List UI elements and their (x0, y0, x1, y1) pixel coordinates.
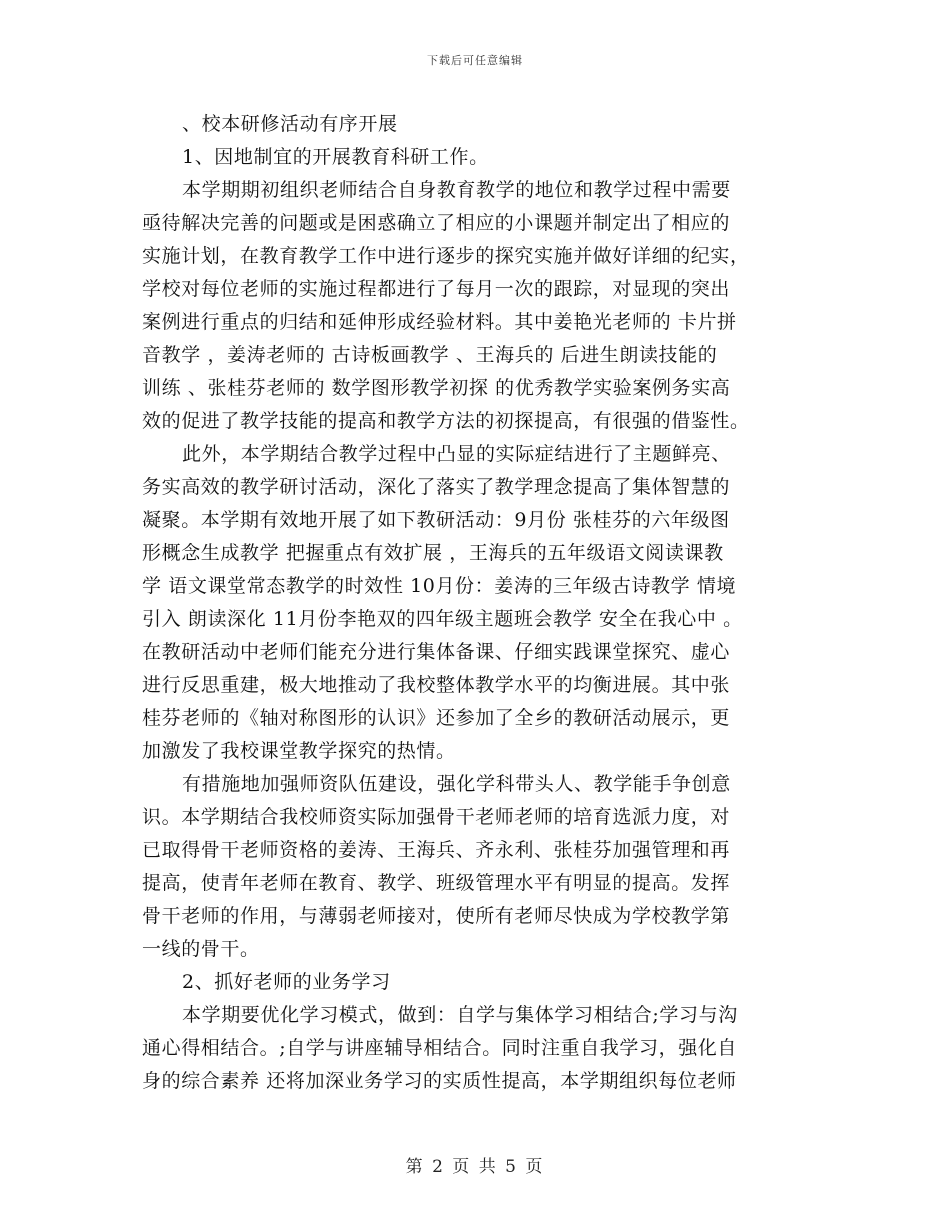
paragraph-line: 音教学 ，姜涛老师的 古诗板画教学 、王海兵的 后进生朗读技能的 (142, 344, 718, 366)
paragraph-line: 学 语文课堂常态教学的时效性 10月份：姜涛的三年级古诗教学 情境 (142, 575, 737, 597)
paragraph-line: 效的促进了教学技能的提高和教学方法的初探提高，有很强的借鉴性。 (142, 410, 750, 432)
subsection-heading: 1、因地制宜的开展教育科研工作。 (182, 146, 489, 168)
paragraph-line: 案例进行重点的归结和延伸形成经验材料。其中姜艳光老师的 卡片拼 (142, 311, 737, 333)
paragraph-line: 有措施地加强师资队伍建设，强化学科带头人、教学能手争创意 (182, 773, 731, 795)
page-number-footer: 第 2 页 共 5 页 (405, 1157, 545, 1177)
paragraph-line: 本学期期初组织老师结合自身教育教学的地位和教学过程中需要 (182, 179, 731, 201)
paragraph-line: 形概念生成教学 把握重点有效扩展 ，王海兵的五年级语文阅读课教 (142, 542, 724, 564)
paragraph-line: 桂芬老师的《轴对称图形的认识》还参加了全乡的教研活动展示，更 (142, 707, 731, 729)
paragraph-line: 训练 、张桂芬老师的 数学图形教学初探 的优秀教学实验案例务实高 (142, 377, 731, 399)
page-header-note: 下载后可任意编辑 (427, 54, 523, 67)
paragraph-line: 亟待解决完善的问题或是困惑确立了相应的小课题并制定出了相应的 (142, 212, 731, 234)
document-body (142, 108, 810, 1098)
paragraph-line: 骨干老师的作用，与薄弱老师接对，使所有老师尽快成为学校教学第 (142, 905, 731, 927)
paragraph-line: 身的综合素养 还将加深业务学习的实质性提高，本学期组织每位老师 (142, 1070, 737, 1092)
paragraph-line: 提高，使青年老师在教育、教学、班级管理水平有明显的提高。发挥 (142, 872, 731, 894)
paragraph-line: 实施计划，在教育教学工作中进行逐步的探究实施并做好详细的纪实， (142, 245, 750, 267)
paragraph-line: 在教研活动中老师们能充分进行集体备课、仔细实践课堂探究、虚心 (142, 641, 731, 663)
paragraph-line: 识。本学期结合我校师资实际加强骨干老师老师的培育选派力度，对 (142, 806, 731, 828)
paragraph-line: 加激发了我校课堂教学探究的热情。 (142, 740, 456, 762)
paragraph-line: 凝聚。本学期有效地开展了如下教研活动：9月份 张桂芬的六年级图 (142, 509, 730, 531)
subsection-heading: 2、抓好老师的业务学习 (182, 971, 391, 993)
paragraph-line: 通心得相结合。;自学与讲座辅导相结合。同时注重自我学习，强化自 (142, 1037, 738, 1059)
paragraph-line: 进行反思重建，极大地推动了我校整体教学水平的均衡进展。其中张 (142, 674, 731, 696)
paragraph-line: 学校对每位老师的实施过程都进行了每月一次的跟踪，对显现的突出 (142, 278, 731, 300)
paragraph-line: 本学期要优化学习模式，做到：自学与集体学习相结合;学习与沟 (182, 1004, 738, 1026)
paragraph-line: 此外，本学期结合教学过程中凸显的实际症结进行了主题鲜亮、 (182, 443, 731, 465)
paragraph-line: 引入 朗读深化 11月份李艳双的四年级主题班会教学 安全在我心中 。 (142, 608, 743, 630)
paragraph-line: 一线的骨干。 (142, 938, 260, 960)
paragraph-line: 已取得骨干老师资格的姜涛、王海兵、齐永利、张桂芬加强管理和再 (142, 839, 731, 861)
section-heading: 、校本研修活动有序开展 (182, 113, 398, 135)
paragraph-line: 务实高效的教学研讨活动，深化了落实了教学理念提高了集体智慧的 (142, 476, 731, 498)
